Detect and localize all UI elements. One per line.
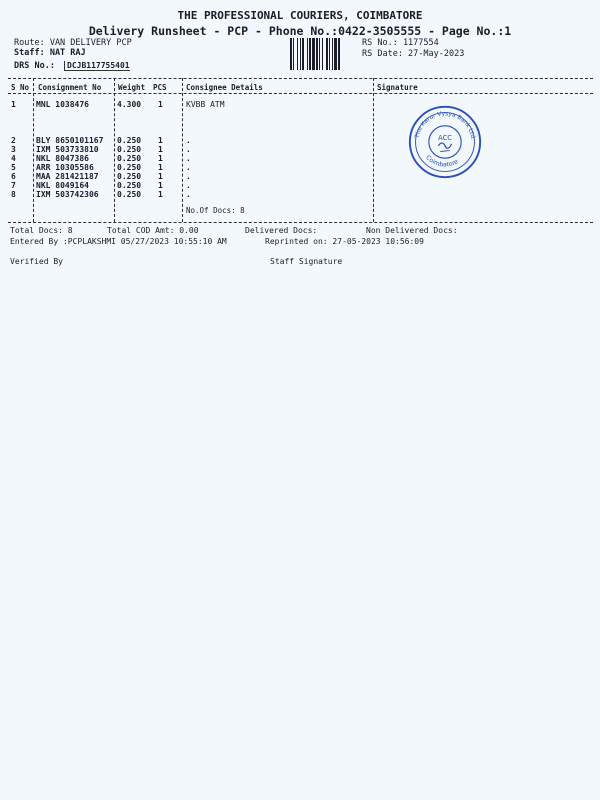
- row-consignee: .: [186, 145, 191, 154]
- total-docs: Total Docs: 8: [10, 226, 73, 235]
- row-sno: 2: [11, 136, 16, 145]
- table-top-rule: [8, 78, 593, 79]
- non-delivered-docs: Non Delivered Docs:: [366, 226, 458, 235]
- drs-value: DCJB117755401: [64, 61, 130, 71]
- row-pcs: 1: [158, 136, 163, 145]
- col-divider: [182, 78, 183, 222]
- row-consignment: IXM 503742306: [36, 190, 99, 199]
- svg-text:ACC: ACC: [438, 134, 452, 143]
- row-consignee: .: [186, 181, 191, 190]
- entered-by: Entered By :PCPLAKSHMI 05/27/2023 10:55:10 AM: [10, 237, 227, 246]
- row-sno: 7: [11, 181, 16, 190]
- row-pcs: 1: [158, 172, 163, 181]
- svg-text:The Karur Vysya Bank Ltd.: The Karur Vysya Bank Ltd.: [414, 111, 476, 141]
- col-divider: [114, 78, 115, 222]
- row-weight: 0.250: [117, 145, 142, 154]
- rs-date: RS Date: 27-May-2023: [362, 49, 465, 59]
- row-weight: 0.250: [117, 181, 142, 190]
- col-header-weight: Weight: [118, 83, 146, 92]
- row-consignment: IXM 503733810: [36, 145, 99, 154]
- row-sno: 4: [11, 154, 16, 163]
- barcode: [290, 38, 360, 70]
- row-weight: 0.250: [117, 163, 142, 172]
- col-header-sno: S No: [11, 83, 30, 92]
- row-consignee: .: [186, 172, 191, 181]
- row-sno: 5: [11, 163, 16, 172]
- bank-stamp-icon: [406, 104, 484, 180]
- col-divider: [373, 78, 374, 222]
- row-pcs: 1: [158, 100, 163, 109]
- row-consignment: BLY 8650101167: [36, 136, 104, 145]
- svg-text:Coimbatore: Coimbatore: [424, 154, 460, 169]
- row-pcs: 1: [158, 145, 163, 154]
- row-sno: 3: [11, 145, 16, 154]
- no-of-docs: No.Of Docs: 8: [186, 206, 245, 215]
- table-header-rule: [8, 93, 593, 94]
- verified-by: Verified By: [10, 257, 63, 266]
- row-weight: 0.250: [117, 190, 142, 199]
- col-header-signature: Signature: [377, 83, 418, 92]
- row-pcs: 1: [158, 154, 163, 163]
- table-bottom-rule: [8, 222, 593, 223]
- row-consignment: ARR 10305586: [36, 163, 94, 172]
- row-weight: 0.250: [117, 136, 142, 145]
- row-pcs: 1: [158, 181, 163, 190]
- staff-signature: Staff Signature: [270, 257, 343, 266]
- row-consignment: NKL 8049164: [36, 181, 89, 190]
- row-consignee: KVBB ATM: [186, 100, 225, 109]
- row-consignee: .: [186, 190, 191, 199]
- col-header-consignee: Consignee Details: [186, 83, 263, 92]
- col-header-pcs: PCS: [153, 83, 167, 92]
- route-label: Route: VAN DELIVERY PCP: [14, 38, 132, 48]
- runsheet-subtitle: Delivery Runsheet - PCP - Phone No.:0422-3505555 - Page No.:1: [88, 24, 512, 38]
- row-sno: 6: [11, 172, 16, 181]
- row-pcs: 1: [158, 190, 163, 199]
- total-cod-amount: Total COD Amt: 0.00: [107, 226, 199, 235]
- company-title: THE PROFESSIONAL COURIERS, COIMBATORE: [177, 9, 423, 22]
- reprinted-on: Reprinted on: 27-05-2023 10:56:09: [265, 237, 424, 246]
- row-consignee: .: [186, 136, 191, 145]
- row-consignment: MAA 281421187: [36, 172, 99, 181]
- row-sno: 1: [11, 100, 16, 109]
- row-pcs: 1: [158, 163, 163, 172]
- rs-number: RS No.: 1177554: [362, 38, 439, 48]
- row-consignment: NKL 8047386: [36, 154, 89, 163]
- row-sno: 8: [11, 190, 16, 199]
- row-consignee: .: [186, 154, 191, 163]
- drs-label: DRS No.:: [14, 61, 55, 71]
- row-weight: 0.250: [117, 154, 142, 163]
- delivered-docs: Delivered Docs:: [245, 226, 318, 235]
- row-weight: 4.300: [117, 100, 142, 109]
- col-divider: [33, 78, 34, 222]
- row-consignee: .: [186, 163, 191, 172]
- row-weight: 0.250: [117, 172, 142, 181]
- staff-label: Staff: NAT RAJ: [14, 48, 86, 58]
- col-header-consignment: Consignment No: [38, 83, 102, 92]
- row-consignment: MNL 1038476: [36, 100, 89, 109]
